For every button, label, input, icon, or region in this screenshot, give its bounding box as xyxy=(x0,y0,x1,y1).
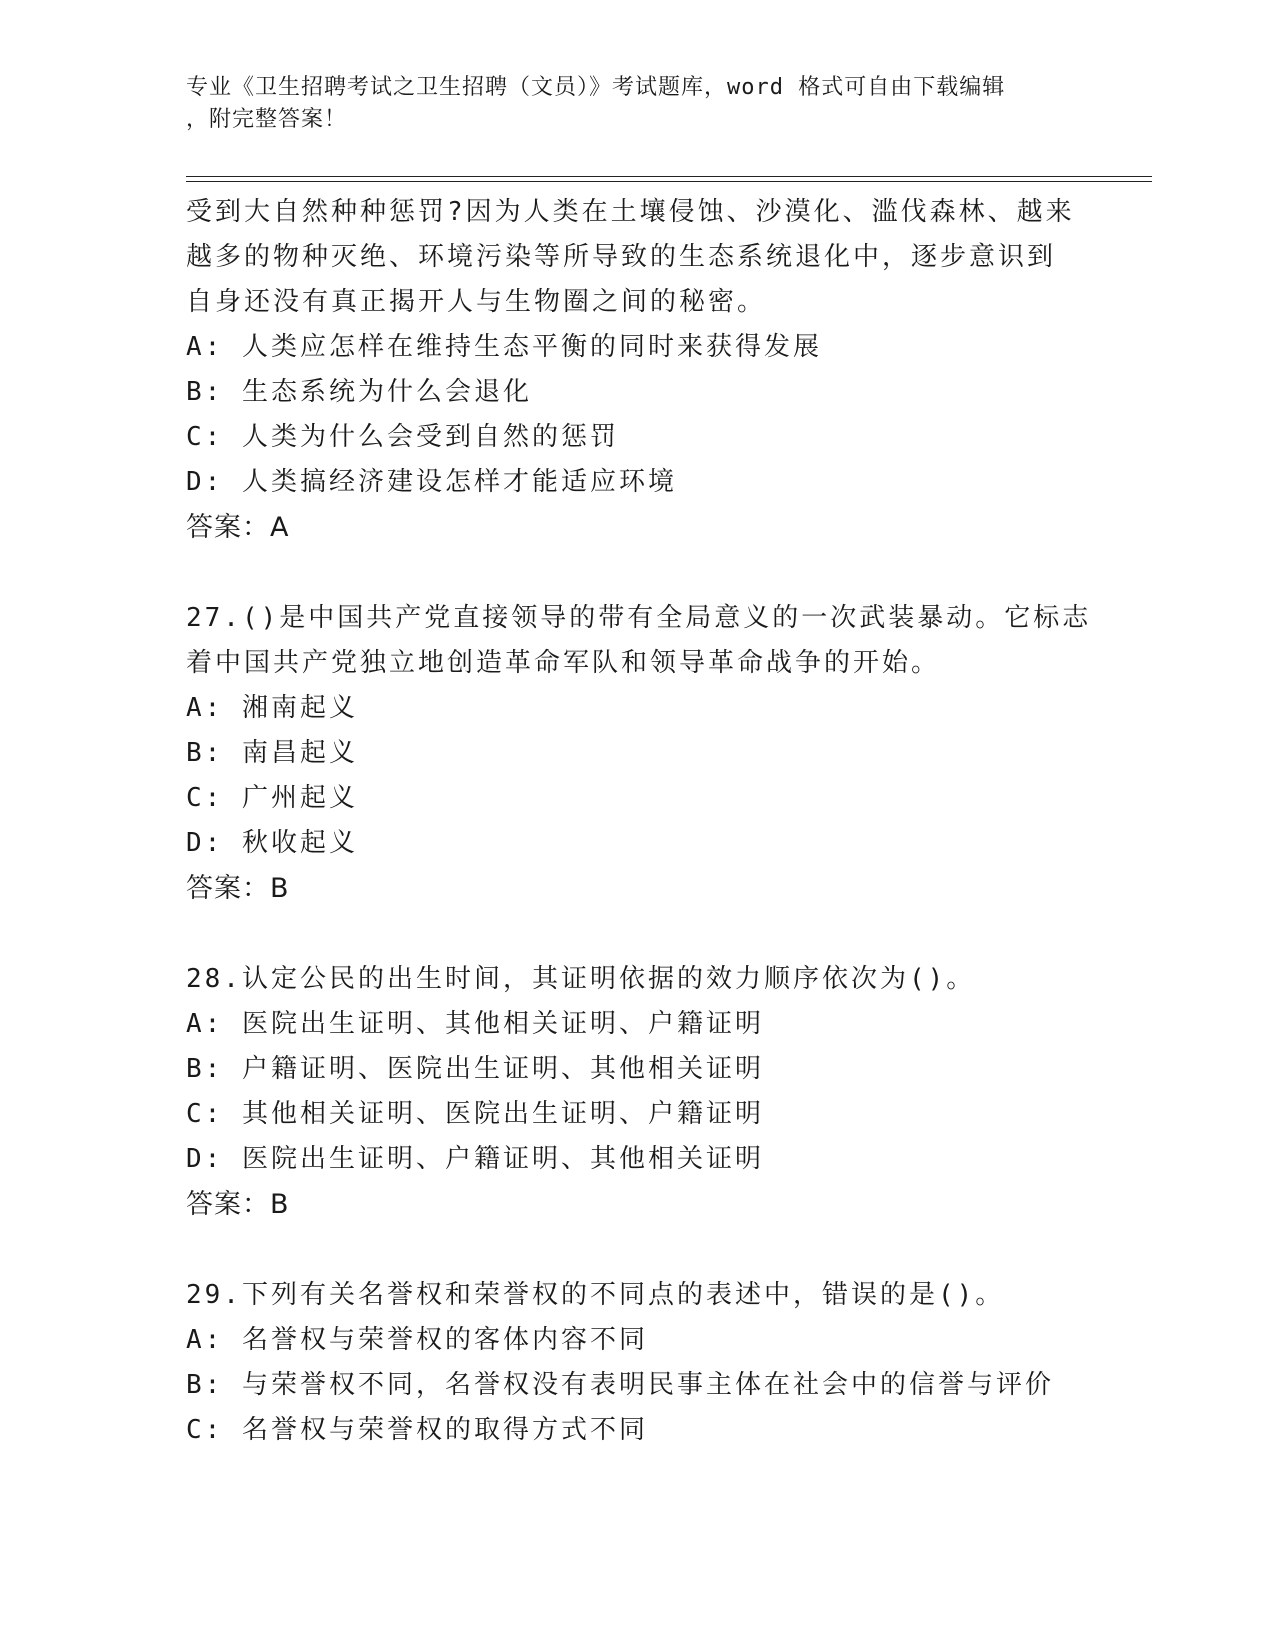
header-divider-top xyxy=(186,176,1152,177)
option-b: B: 与荣誉权不同，名誉权没有表明民事主体在社会中的信誉与评价 xyxy=(186,1370,1054,1400)
option-c: C: 名誉权与荣誉权的取得方式不同 xyxy=(186,1415,648,1445)
question-28 xyxy=(186,957,1086,1228)
answer-label: 答案：B xyxy=(186,873,290,904)
option-c: C: 人类为什么会受到自然的惩罚 xyxy=(186,422,619,452)
question-29 xyxy=(186,1273,1086,1453)
question-stem-line: 着中国共产党独立地创造革命军队和领导革命战争的开始。 xyxy=(186,648,941,678)
spacer xyxy=(186,1228,1086,1273)
option-b: B: 南昌起义 xyxy=(186,738,358,768)
option-a: A: 名誉权与荣誉权的客体内容不同 xyxy=(186,1325,648,1355)
spacer xyxy=(186,551,1086,596)
option-d: D: 医院出生证明、户籍证明、其他相关证明 xyxy=(186,1144,764,1174)
option-a: A: 湘南起义 xyxy=(186,693,358,723)
question-stem-line: 越多的物种灭绝、环境污染等所导致的生态系统退化中，逐步意识到 xyxy=(186,242,1057,272)
document-header xyxy=(186,72,1066,136)
question-26 xyxy=(186,190,1086,551)
answer-label: 答案：A xyxy=(186,512,290,543)
spacer xyxy=(186,912,1086,957)
option-c: C: 广州起义 xyxy=(186,783,358,813)
option-d: D: 秋收起义 xyxy=(186,828,358,858)
question-stem-line: 自身还没有真正揭开人与生物圈之间的秘密。 xyxy=(186,287,767,317)
question-stem-line: 29.下列有关名誉权和荣誉权的不同点的表述中，错误的是()。 xyxy=(186,1280,1005,1310)
option-b: B: 生态系统为什么会退化 xyxy=(186,377,532,407)
option-c: C: 其他相关证明、医院出生证明、户籍证明 xyxy=(186,1099,764,1129)
option-d: D: 人类搞经济建设怎样才能适应环境 xyxy=(186,467,677,497)
option-a: A: 医院出生证明、其他相关证明、户籍证明 xyxy=(186,1009,764,1039)
answer-label: 答案：B xyxy=(186,1189,290,1220)
header-line-2: ，附完整答案！ xyxy=(186,107,348,132)
question-stem-line: 受到大自然种种惩罚?因为人类在土壤侵蚀、沙漠化、滥伐森林、越来 xyxy=(186,197,1075,227)
question-stem-line: 28.认定公民的出生时间，其证明依据的效力顺序依次为()。 xyxy=(186,964,976,994)
question-27 xyxy=(186,596,1092,912)
option-b: B: 户籍证明、医院出生证明、其他相关证明 xyxy=(186,1054,764,1084)
question-list xyxy=(186,190,1092,1453)
header-divider-bottom xyxy=(186,181,1152,182)
header-line-1: 专业《卫生招聘考试之卫生招聘（文员）》考试题库，word 格式可自由下载编辑 xyxy=(186,75,1006,100)
option-a: A: 人类应怎样在维持生态平衡的同时来获得发展 xyxy=(186,332,822,362)
question-stem-line: 27.()是中国共产党直接领导的带有全局意义的一次武装暴动。它标志 xyxy=(186,603,1092,633)
